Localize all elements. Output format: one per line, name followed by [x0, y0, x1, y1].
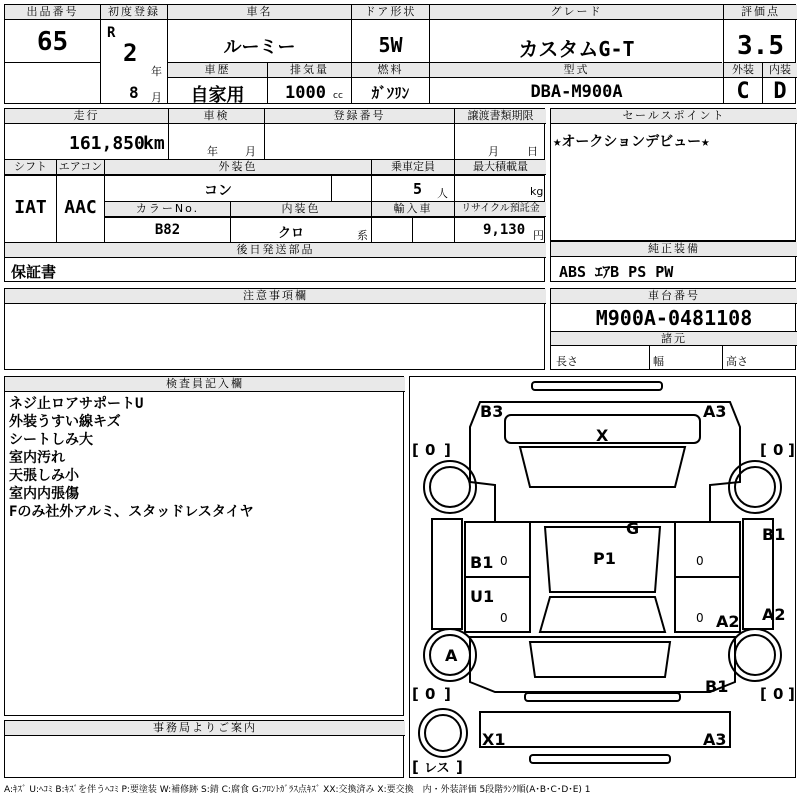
capacity-label: 乗車定員: [372, 160, 454, 175]
score: 3.5: [737, 31, 784, 61]
tire-front-left-bracket: [: [412, 441, 419, 459]
fuel-label: 燃料: [352, 63, 429, 78]
sales-point-label: セールスポイント: [551, 109, 797, 124]
equipment-text: ABS ｴｱB PS PW: [559, 263, 674, 281]
recycle: 9,130: [483, 222, 526, 238]
history: 自家用: [190, 85, 245, 106]
ext-label: 外装: [724, 63, 762, 78]
recycle-label: リサイクル預託金: [455, 202, 546, 217]
mark-b1-right: B1: [762, 525, 786, 544]
car-diagram-svg: [410, 377, 795, 777]
door-label: ドア形状: [352, 5, 429, 20]
inspector-label: 検査員記入欄: [5, 377, 405, 392]
shift-label: シフト: [5, 160, 56, 175]
door: 5W: [378, 33, 403, 57]
equipment-block: [550, 241, 796, 282]
mark-b3: B3: [480, 402, 504, 421]
inspection-year-unit: 年: [207, 145, 218, 158]
fuel: ｶﾞｿﾘﾝ: [371, 84, 410, 102]
grade: カスタムG-T: [518, 37, 635, 61]
displacement: 1000: [285, 83, 326, 103]
ac-label: エアコン: [58, 160, 103, 173]
load-unit: kg: [530, 185, 544, 198]
inspection-month-unit: 月: [245, 145, 256, 158]
later-parts: 保証書: [11, 263, 57, 281]
month-unit: 月: [151, 91, 162, 104]
interior-unit: 系: [357, 229, 368, 242]
mileage-unit: km: [143, 133, 165, 154]
damage-diagram: [409, 376, 796, 778]
inspector-notes: [9, 395, 399, 521]
small-zero-right-lower: 0: [696, 611, 704, 625]
int-label: 内装: [763, 63, 797, 78]
office-label: 事務局よりご案内: [5, 721, 405, 736]
regno-label: 登録番号: [265, 109, 454, 124]
equipment-label: 純正装備: [551, 242, 797, 257]
inspection-label: 車検: [169, 109, 264, 124]
mark-a3-front: A3: [703, 402, 727, 421]
sales-point-block: [550, 108, 796, 241]
reg-month: 8: [129, 83, 139, 102]
displacement-unit: cc: [333, 91, 343, 101]
note-line: 室内汚れ: [9, 450, 65, 466]
lot-label: 出品番号: [5, 5, 100, 20]
mileage: 161,850: [69, 133, 145, 154]
mark-a: A: [445, 646, 458, 665]
int-grade: D: [773, 79, 787, 104]
transfer-day-unit: 日: [527, 145, 538, 158]
colorno-label: カラーNo.: [105, 202, 230, 217]
transfer-label: 譲渡書類期限: [455, 109, 546, 124]
colorno: B82: [154, 222, 181, 238]
note-line: ネジ止ロアサポートU: [9, 396, 144, 412]
later-parts-label: 後日発送部品: [5, 243, 546, 258]
tire-front-right-bracket-end: ]: [788, 441, 795, 459]
transfer-month-unit: 月: [488, 145, 499, 158]
tire-rear-left-bracket: [: [412, 685, 419, 703]
displacement-label: 排気量: [268, 63, 351, 78]
tire-rear-right: 0: [773, 685, 784, 703]
mark-a2-inner: A2: [716, 612, 740, 631]
spec-width-label: 幅: [653, 355, 664, 368]
mark-a2-right: A2: [762, 605, 786, 624]
grade-label: グレード: [430, 5, 723, 20]
small-zero-right: 0: [696, 554, 704, 568]
note-line: 外装うすい線キズ: [9, 414, 121, 430]
mark-p1: P1: [593, 549, 616, 568]
small-zero-left: 0: [500, 554, 508, 568]
first-reg-label: 初度登録: [101, 5, 167, 20]
spec-label: 諸元: [551, 331, 797, 346]
mark-a3-rear: A3: [703, 730, 727, 749]
note-line: 室内内張傷: [9, 486, 79, 502]
reg-year: 2: [123, 39, 138, 67]
tire-front-left: 0: [425, 441, 436, 459]
era: R: [107, 25, 116, 41]
tire-rear-left: 0: [425, 685, 436, 703]
ac: AAC: [64, 197, 97, 218]
lot-number: 65: [36, 27, 69, 57]
capacity: 5: [413, 180, 423, 198]
mark-x1: X1: [482, 730, 506, 749]
note-line: 天張しみ小: [9, 468, 79, 484]
legend: A:ｷｽﾞ U:ﾍｺﾐ B:ｷｽﾞを伴うﾍｺﾐ P:要塗装 W:補修跡 S:錆 C:腐食 G:ﾌﾛﾝﾄｶﾞﾗｽ点ｷｽﾞ XX:交換済み X:要交換 内・外装評価 5段階ﾗﾝｸ順(A･B･C･D･E) 1: [4, 785, 591, 795]
small-zero-left-lower: 0: [500, 611, 508, 625]
tire-rear-right-bracket: [: [760, 685, 767, 703]
recycle-unit: 円: [533, 229, 544, 242]
spare-bracket-end: ]: [456, 758, 463, 776]
ext-grade: C: [736, 79, 750, 104]
chassis-label: 車台番号: [551, 289, 797, 304]
history-label: 車歴: [168, 63, 267, 78]
chassis-block: [550, 288, 796, 370]
spec-height-label: 高さ: [726, 355, 748, 368]
interior: クロ: [277, 226, 304, 241]
mark-b1-rear: B1: [705, 677, 729, 696]
inspector-block: [4, 376, 404, 716]
year-unit: 年: [151, 65, 162, 78]
spec-block: [4, 108, 545, 282]
car-name-label: 車名: [168, 5, 351, 20]
tire-front-right-bracket: [: [760, 441, 767, 459]
chassis-number: M900A-0481108: [595, 306, 753, 330]
mark-b1-left: B1: [470, 553, 494, 572]
mileage-label: 走行: [5, 109, 168, 124]
tire-front-left-bracket-end: ]: [444, 441, 451, 459]
tire-rear-right-bracket-end: ]: [788, 685, 795, 703]
color: コン: [204, 183, 232, 199]
note-line: Fのみ社外アルミ、スタッドレスタイヤ: [9, 504, 254, 520]
spec-length-label: 長さ: [556, 355, 578, 368]
tire-front-right: 0: [773, 441, 784, 459]
header-block: [4, 4, 796, 104]
interior-label: 内装色: [231, 202, 371, 217]
note-line: シートしみ大: [9, 432, 93, 448]
office-block: [4, 720, 404, 778]
capacity-unit: 人: [437, 187, 448, 200]
mark-x: X: [596, 426, 609, 445]
shift: IAT: [14, 197, 47, 218]
model: DBA-M900A: [530, 82, 623, 102]
spare-tire: レス: [424, 761, 450, 776]
color-label: 外装色: [105, 160, 371, 175]
load-label: 最大積載量: [455, 160, 546, 175]
sales-point-text: ★オークションデビュー★: [553, 134, 710, 150]
import-label: 輸入車: [372, 202, 454, 217]
mark-g: G: [626, 519, 640, 538]
caution-label: 注意事項欄: [5, 289, 546, 304]
caution-block: [4, 288, 545, 370]
spare-bracket: [: [412, 758, 419, 776]
tire-rear-left-bracket-end: ]: [444, 685, 451, 703]
car-name: ルーミー: [223, 37, 296, 58]
model-label: 型式: [430, 63, 723, 78]
score-label: 評価点: [724, 5, 797, 20]
mark-u1: U1: [470, 587, 495, 606]
